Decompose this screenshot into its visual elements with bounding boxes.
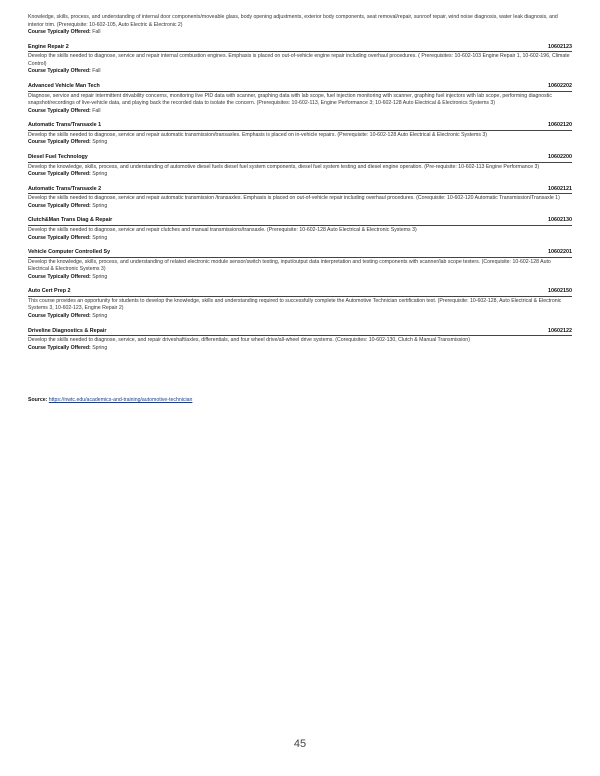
course-offered [28,345,572,353]
course-offered [28,203,572,211]
offered-label: Course Typically Offered: [28,107,91,114]
course-description: Diagnose, service and repair intermittent drivability concerns, monitoring live PID data with scanner, graphing data with lab scope, fuel injection monitoring with scanner, graphing fuel injectors with lab scope, performing diagnostic snapshot/recordings of live-vehicle data, and playing back the recorded data to isolate the concern. (Prerequisites: 10-602-113, Engine Performance 3; 10-602-128 Auto Electrical & Electronics Systems 3) [28,92,552,107]
offered-label: Course Typically Offered: [28,273,91,280]
course-description: Develop the skills needed to diagnose, service, and repair driveshaft/axles, differentials, and four wheel drive/all-wheel drive systems. (Corequisites: 10-602-130, Clutch & Manual Transmission) [28,337,470,344]
course-entry [28,83,572,115]
course-header [28,83,572,92]
course-code: 10602123 [548,43,572,50]
offered-value: Spring [92,139,108,146]
offered-value: Spring [92,171,108,178]
course-code: 10602121 [548,185,572,192]
course-header [28,328,572,337]
course-title: Auto Cert Prep 2 [28,288,71,295]
course-offered [28,171,572,179]
course-entry [28,154,572,179]
course-offered [28,68,572,76]
course-code: 10602150 [548,288,572,295]
course-code: 10602200 [548,154,572,161]
course-header [28,288,572,297]
course-title: Automatic Trans/Transaxle 1 [28,122,102,129]
course-header [28,122,572,131]
offered-value: Spring [92,344,108,351]
course-description: Develop the knowledge, skills, process, and understanding of automotive diesel fuels diesel fuel system components, diesel fuel system testing and diesel engine operation. (Pre-requisite: 10-602-113 Engine Performance 3) [28,163,540,170]
course-description: Develop the knowledge, skills, process, and understanding of related electronic module sensor/switch testing, input/output data interpretation and testing components with scanner/lab scope testers. (Corequisite: 10-602-128 Auto Electrical & Electronic Systems 3) [28,258,551,273]
course-description: Develop the skills needed to diagnose, service and repair clutches and manual transmissions/transaxle. (Prerequisite: 10-602-128 Auto Electrical & Electronic Systems 3) [28,226,417,233]
source-link[interactable]: https://nwtc.edu/academics-and-training/automotive-technician [48,397,193,403]
offered-label: Course Typically Offered: [28,139,91,146]
course-description: Develop the skills needed to diagnose, service and repair internal combustion engines. Emphasis is placed on out-of-vehicle engine repair including overhaul procedures. ( Prerequisites: 10-602-103 Engine Repair 1, 10-602-196, Climate Control) [28,53,570,67]
course-entry [28,186,572,211]
course-list [28,44,572,353]
course-offered [28,139,572,147]
course-offered [28,274,572,282]
course-offered [28,29,572,37]
course-header [28,44,572,53]
offered-label: Course Typically Offered: [28,344,91,351]
source-label: Source: [28,397,48,403]
course-header [28,217,572,226]
course-description: Develop the skills needed to diagnose, service and repair automatic transmission /transaxles. Emphasis is placed on out-of-vehicle repair including overhaul procedures. (Corequisite: 10-602-120 Automatic Transmission/Transaxle 1) [28,195,560,202]
course-continuation [28,14,572,37]
offered-label: Course Typically Offered: [28,171,91,178]
offered-label: Course Typically Offered: [28,234,91,241]
course-title: Diesel Fuel Technology [28,154,88,161]
course-description: Knowledge, skills, process, and understanding of internal door components/moveable glass, body opening adjustments, exterior body components, seat removal/repair, sunroof repair, wind noise diagnosis, water leak diagnosis, and interior trim. (Prerequisite: 10-602-105, Auto Electric & Electronic 2) [28,14,558,28]
offered-value: Spring [92,202,108,209]
offered-value: Spring [92,234,108,241]
course-offered [28,313,572,321]
course-entry [28,249,572,281]
course-title: Clutch&Man Trans Diag & Repair [28,217,113,224]
course-offered [28,108,572,116]
course-code: 10602122 [548,327,572,334]
course-entry [28,328,572,353]
course-header [28,186,572,195]
offered-label: Course Typically Offered: [28,313,91,320]
course-entry [28,288,572,320]
course-title: Automatic Trans/Transaxle 2 [28,185,102,192]
course-header [28,154,572,163]
page-number: 45 [293,738,307,750]
course-title: Driveline Diagnostics & Repair [28,327,107,334]
course-entry [28,217,572,242]
offered-value: Spring [92,313,108,320]
course-title: Advanced Vehicle Man Tech [28,83,100,90]
course-code: 10602120 [548,122,572,129]
offered-value: Fall [92,29,101,36]
course-entry [28,44,572,76]
course-code: 10602201 [548,249,572,256]
document-page [28,14,572,352]
course-title: Vehicle Computer Controlled Sy [28,249,111,256]
course-title: Engine Repair 2 [28,43,69,50]
course-code: 10602202 [548,83,572,90]
offered-label: Course Typically Offered: [28,29,91,36]
course-description: Develop the skills needed to diagnose, service and repair automatic transmission/transaxles. Emphasis is placed on in-vehicle repairs. (Prerequisite: 10-602-128 Auto Electrical & Electronic Systems 3) [28,131,488,138]
offered-label: Course Typically Offered: [28,68,91,75]
source-line [28,397,192,404]
course-code: 10602130 [548,217,572,224]
course-entry [28,122,572,147]
offered-label: Course Typically Offered: [28,202,91,209]
course-header [28,249,572,258]
offered-value: Fall [92,68,101,75]
course-offered [28,235,572,243]
offered-value: Fall [92,107,101,114]
offered-value: Spring [92,273,108,280]
course-description: This course provides an opportunity for students to develop the knowledge, skills and understanding required to successfully complete the Automotive Technician certification test. (Prerequisite: 10-602-128, Auto Electrical & Electronic Systems 3, 10-602-123, Engine Repair 2) [28,297,562,312]
